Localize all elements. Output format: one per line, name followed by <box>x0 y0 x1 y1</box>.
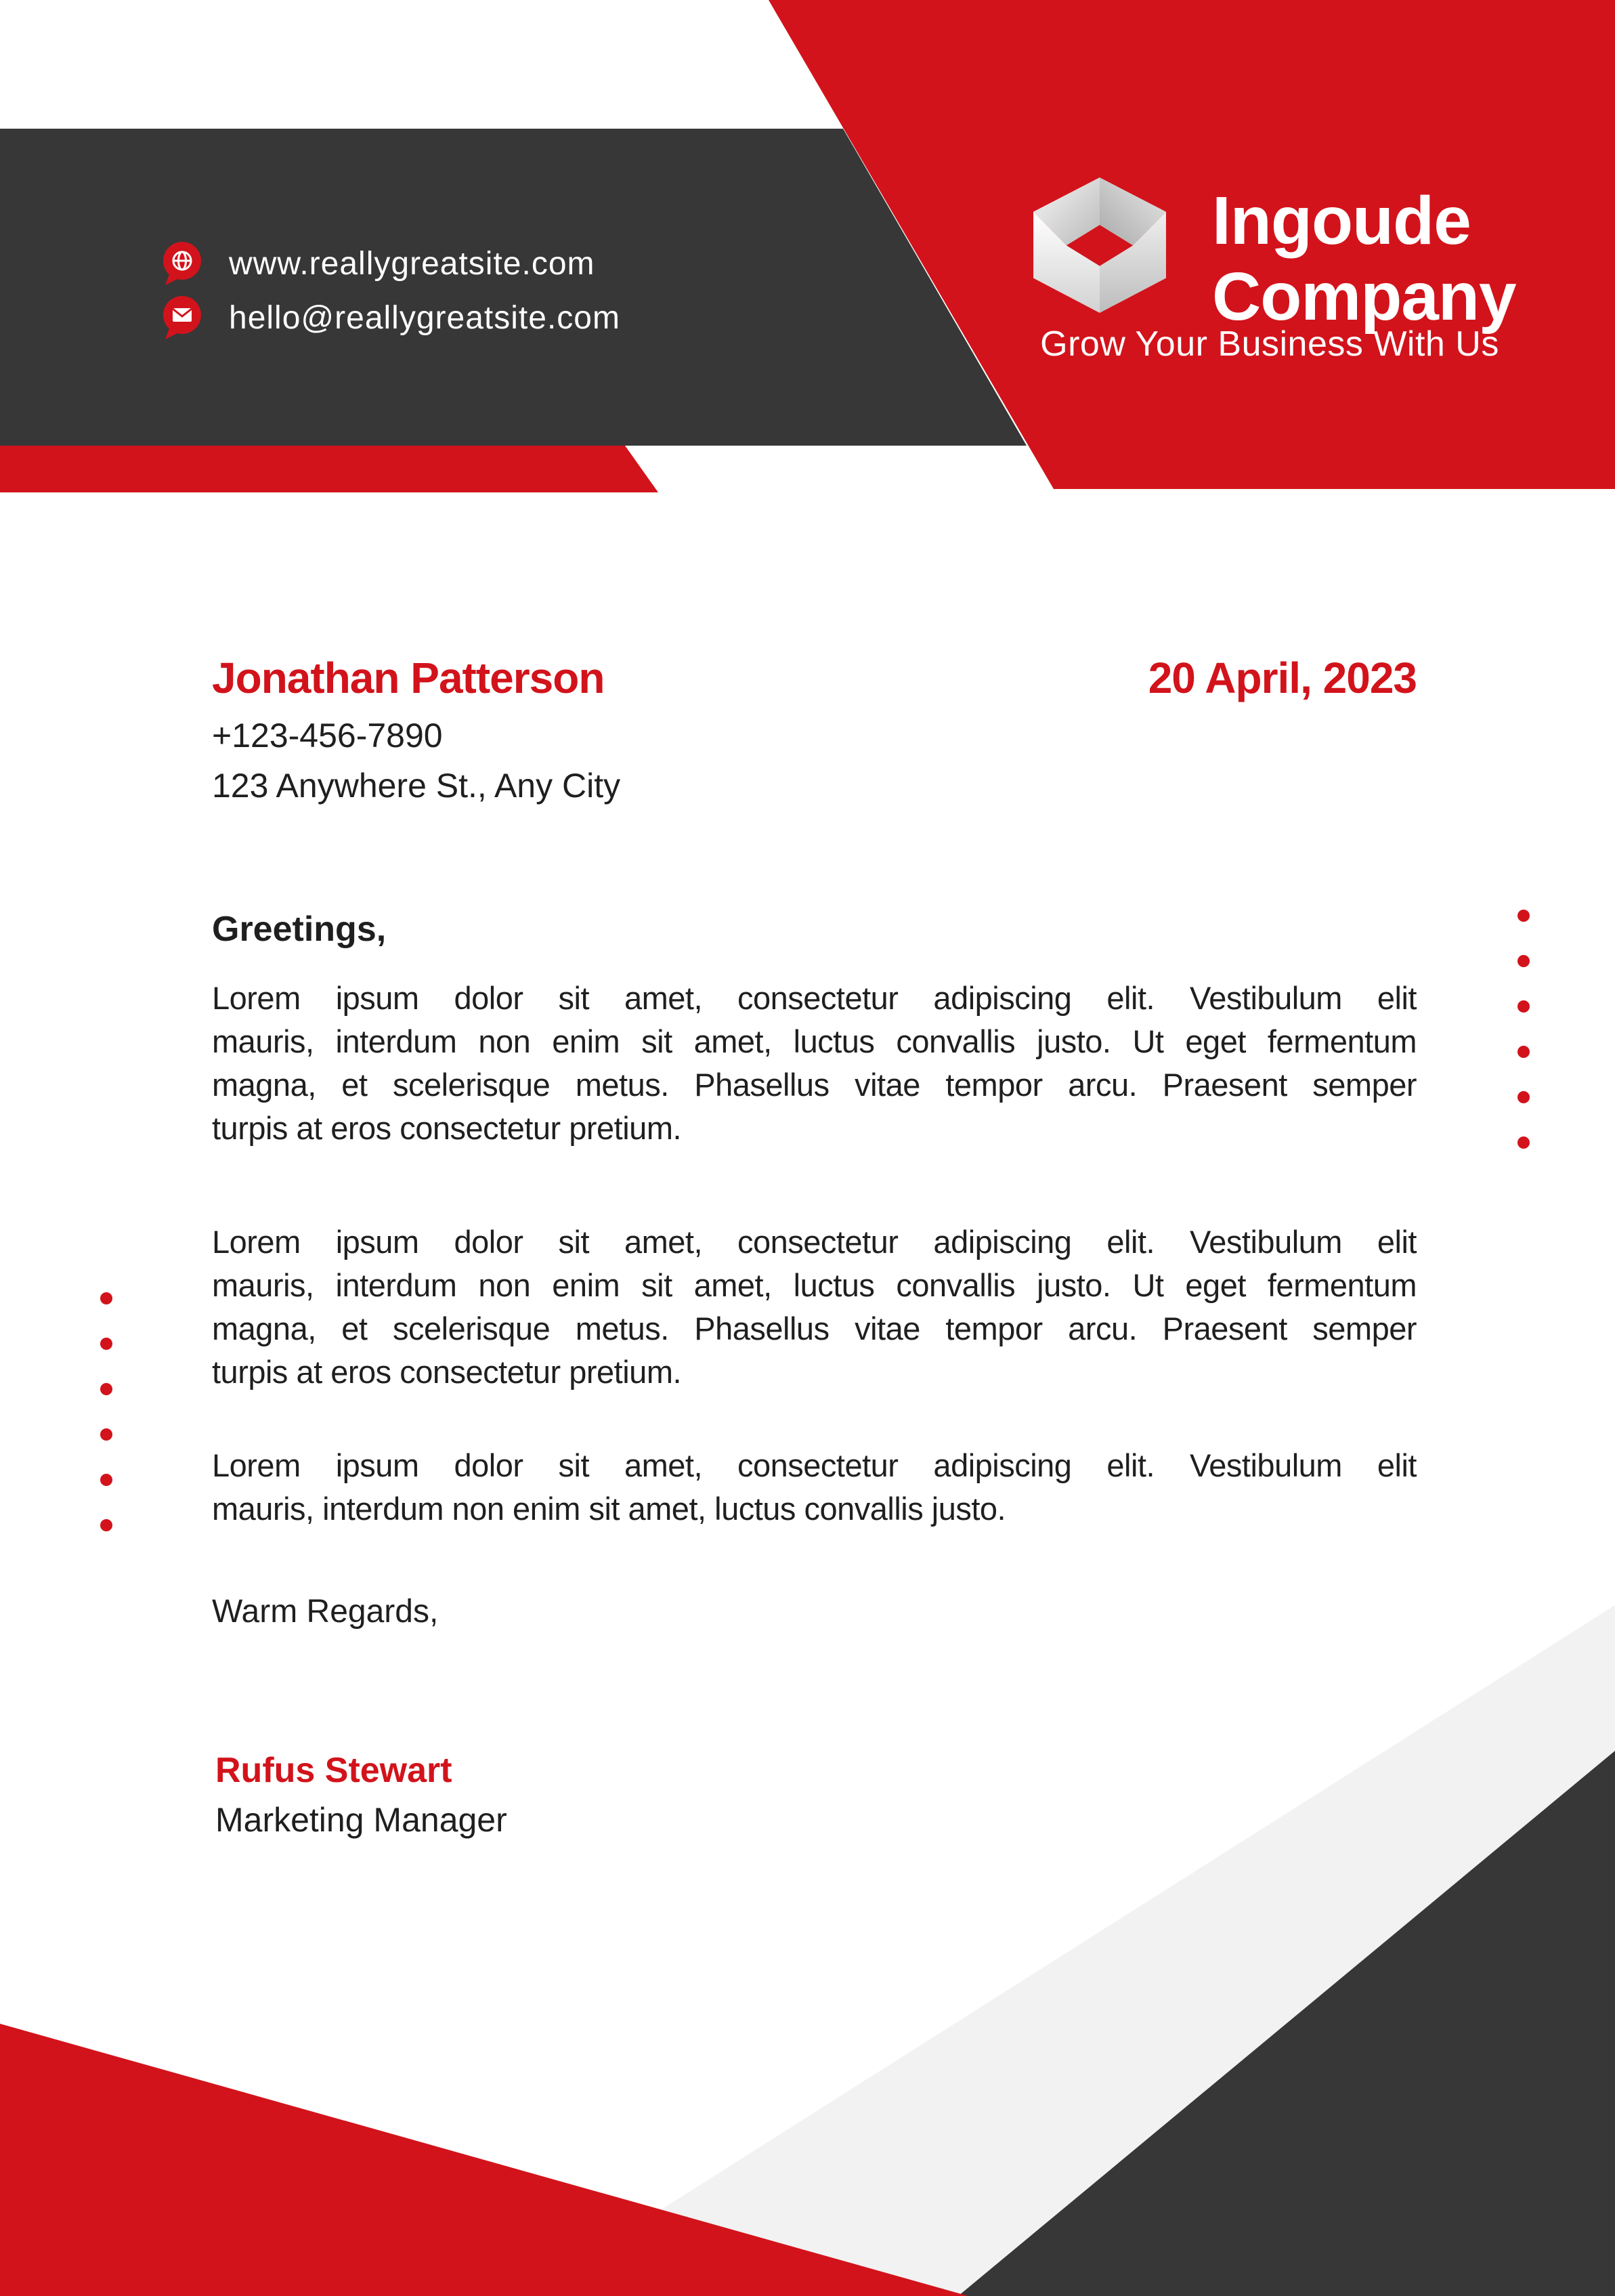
red-dot <box>1517 955 1530 967</box>
contact-row-email <box>163 296 620 341</box>
contact-row-website <box>163 242 595 286</box>
red-dot <box>1517 1091 1530 1103</box>
paragraph-line: Lorem ipsum dolor sit amet, consectetur adipiscing elit. Vestibulum elit <box>212 1224 1417 1260</box>
paragraph-line: Lorem ipsum dolor sit amet, consectetur adipiscing elit. Vestibulum elit <box>212 980 1417 1016</box>
paragraph-line: Lorem ipsum dolor sit amet, consectetur adipiscing elit. Vestibulum elit <box>212 1447 1417 1483</box>
paragraph-line: magna, et scelerisque metus. Phasellus vitae tempor arcu. Praesent semper <box>212 1311 1417 1346</box>
letter-meta-row <box>212 653 1417 703</box>
recipient-phone: +123-456-7890 <box>212 717 443 754</box>
recipient-name: Jonathan Patterson <box>212 654 605 702</box>
company-name <box>1212 183 1516 335</box>
right-dots-column <box>1517 910 1530 1149</box>
red-dot <box>1517 1136 1530 1149</box>
paragraph-line: turpis at eros consectetur pretium. <box>212 1110 682 1146</box>
body-paragraph-3 <box>212 1444 1417 1531</box>
salutation: Greetings, <box>212 910 387 949</box>
paragraph-line: mauris, interdum non enim sit amet, luctus convallis justo. Ut eget fermentum <box>212 1023 1417 1059</box>
red-dot <box>1517 910 1530 922</box>
letter-date: 20 April, 2023 <box>1148 654 1417 702</box>
red-dot <box>100 1519 112 1531</box>
email-icon <box>163 296 204 341</box>
website-text: www.reallygreatsite.com <box>229 246 595 282</box>
signature-name: Rufus Stewart <box>215 1751 452 1790</box>
paragraph-line: mauris, interdum non enim sit amet, luctus convallis justo. <box>212 1491 1006 1527</box>
body-paragraph-1 <box>212 977 1417 1150</box>
body-paragraph-2 <box>212 1220 1417 1394</box>
paragraph-line: magna, et scelerisque metus. Phasellus vitae tempor arcu. Praesent semper <box>212 1067 1417 1103</box>
email-text: hello@reallygreatsite.com <box>229 300 620 336</box>
red-dot <box>100 1474 112 1486</box>
red-dot <box>100 1338 112 1350</box>
company-tagline: Grow Your Business With Us <box>1040 324 1499 364</box>
closing: Warm Regards, <box>212 1594 439 1630</box>
red-dot <box>1517 1046 1530 1058</box>
paragraph-line: mauris, interdum non enim sit amet, luctus convallis justo. Ut eget fermentum <box>212 1267 1417 1303</box>
recipient-address: 123 Anywhere St., Any City <box>212 767 621 805</box>
paragraph-line: turpis at eros consectetur pretium. <box>212 1354 682 1390</box>
signature-title: Marketing Manager <box>215 1801 507 1839</box>
red-dot <box>100 1292 112 1304</box>
left-dots-column <box>100 1292 112 1531</box>
globe-icon <box>163 242 204 286</box>
header-red-strip <box>0 446 658 492</box>
red-dot <box>100 1428 112 1441</box>
company-logo-cube-icon <box>1032 177 1167 313</box>
red-dot <box>100 1383 112 1395</box>
company-name-line1: Ingoude <box>1212 183 1471 259</box>
red-dot <box>1517 1000 1530 1013</box>
company-name-line2: Company <box>1212 259 1516 335</box>
